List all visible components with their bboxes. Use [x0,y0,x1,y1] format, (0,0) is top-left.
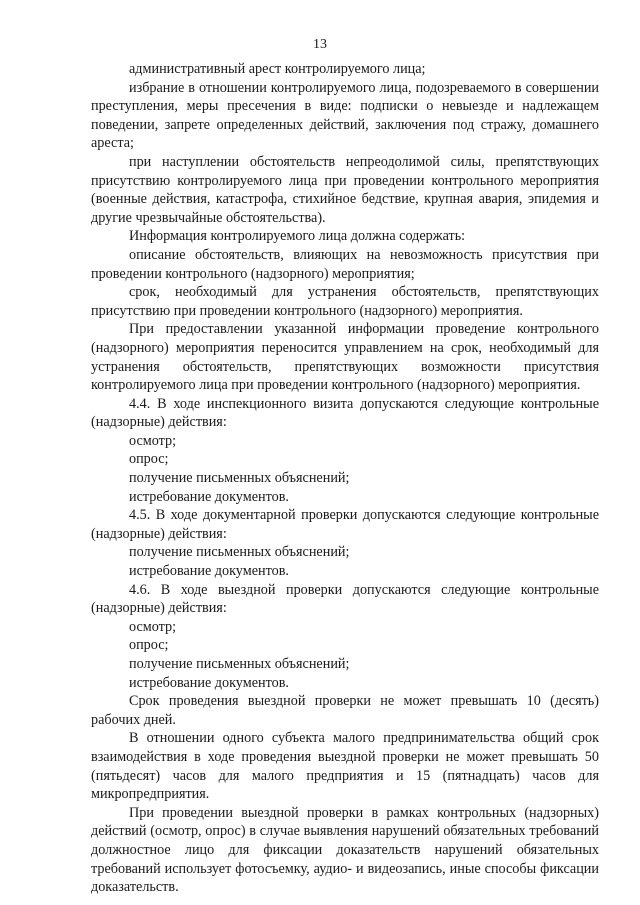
section-4-6: 4.6. В ходе выездной проверки допускаются следующие контрольные (надзорные) действия: [91,581,599,617]
list-item: получение письменных объяснений; [129,470,350,487]
paragraph-6: срок, необходимый для устранения обстоятельств, препятствующих присутствию при проведении контрольного (надзорного) мероприятия. [91,284,599,319]
paragraph-4: Информация контролируемого лица должна содержать: [129,228,466,245]
paragraph-inspection-term: Срок проведения выездной проверки не может превышать 10 (десять) рабочих дней. [91,693,599,728]
list-item: получение письменных объяснений; [129,544,350,561]
document-body [91,60,599,897]
paragraph-2: избрание в отношении контролируемого лица, подозреваемого в совершении преступления, меры пресечения в виде: подписки о невыезде и надлежащем поведении, запрете определенных действий, заключения под стражу, домашнего ареста; [91,79,599,152]
list-item: опрос; [129,637,169,654]
list-item: осмотр; [129,618,177,635]
page-number: 13 [313,37,327,52]
list-item: истребование документов. [129,674,289,691]
list-item: опрос; [129,451,169,468]
list-item: осмотр; [129,432,177,449]
section-4-5: 4.5. В ходе документарной проверки допускаются следующие контрольные (надзорные) действия: [91,507,599,542]
list-item: получение письменных объяснений; [129,656,350,672]
list-item: истребование документов. [129,488,289,505]
list-item: истребование документов. [129,563,289,580]
paragraph-5: описание обстоятельств, влияющих на невозможность присутствия при проведении контрольного (надзорного) мероприятия; [91,246,599,282]
paragraph-interaction-term: В отношении одного субъекта малого предпринимательства общий срок взаимодействия в ходе проведения выездной проверки не может превышать 50 (пятьдесят) часов для малого предприятия и 15 (пятнадцать) часов для микропредприятия. [91,730,599,803]
paragraph-7: При предоставлении указанной информации проведение контрольного (надзорного) мероприятия переносится управлением на срок, необходимый для устранения обстоятельств, препятствующих возможности присутствия контролируемого лица при проведении контрольного (надзорного) мероприятия. [91,321,599,394]
section-4-4: 4.4. В ходе инспекционного визита допускаются следующие контрольные (надзорные) действия: [91,395,599,431]
paragraph-3: при наступлении обстоятельств непреодолимой силы, препятствующих присутствию контролируемого лица при проведении контрольного мероприятия (военные действия, катастрофа, стихийное бедствие, крупная авария, эпидемия и другие чрезвычайные обстоятельства). [91,153,599,226]
paragraph-1: административный арест контролируемого лица; [129,61,426,77]
paragraph-evidence: При проведении выездной проверки в рамках контрольных (надзорных) действий (осмотр, опрос) в случае выявления нарушений обязательных требований должностное лицо для фиксации доказательств нарушений обязательных требований использует фотосъемку, аудио- и видеозапись, иные способы фиксации доказательств. [91,804,599,896]
